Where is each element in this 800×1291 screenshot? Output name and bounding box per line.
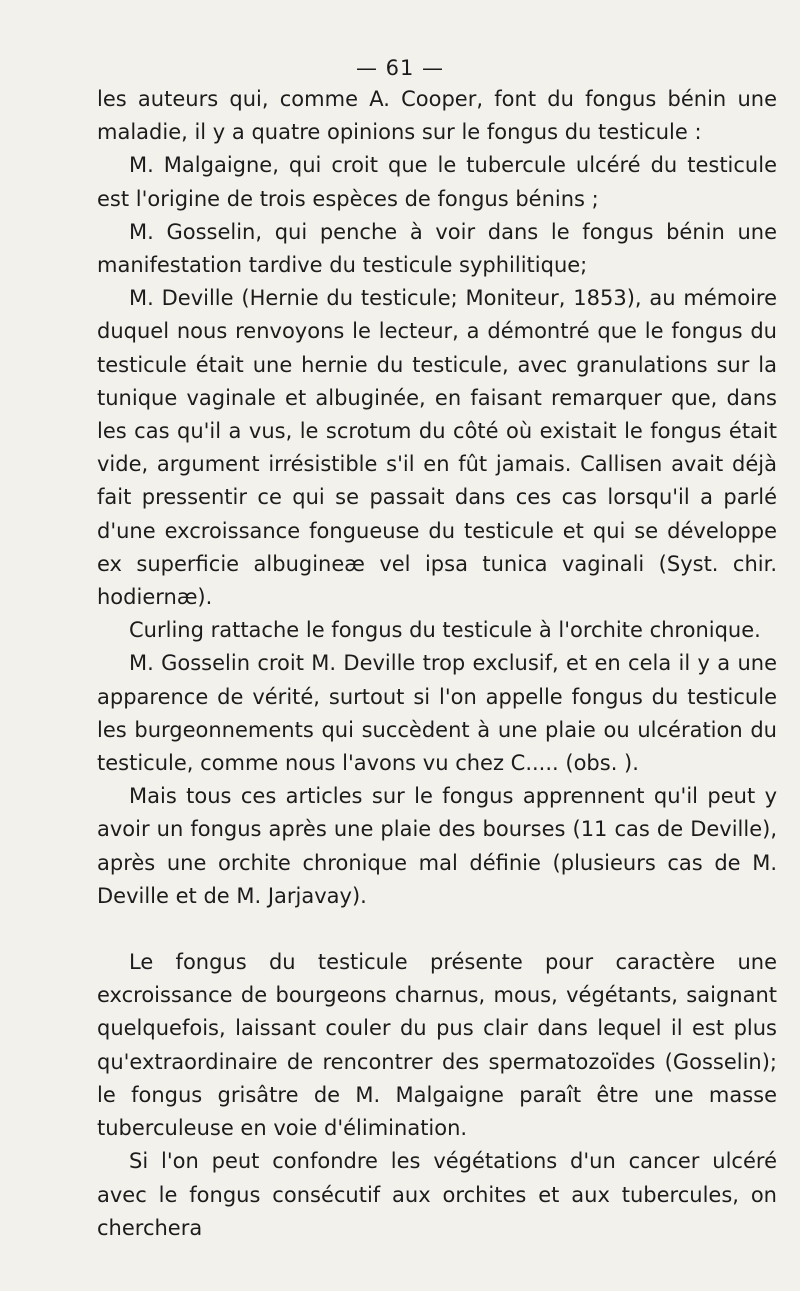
page-number: — 61 — (355, 56, 445, 80)
paragraph-3: M. Gosselin, qui penche à voir dans le fongus bénin une manifestation tardive du testicule syphilitique; (97, 219, 777, 278)
paragraph-9: Si l'on peut confondre les végétations d'un cancer ulcéré avec le fongus consécutif aux orchites et aux tubercules, on cherchera (97, 1149, 777, 1240)
body-text (97, 83, 777, 1245)
paragraph-7: Mais tous ces articles sur le fongus apprennent qu'il peut y avoir un fongus après une plaie des bourses (11 cas de Deville), après une orchite chronique mal définie (plusieurs cas de M. Deville et de M. Jarjavay). (97, 784, 777, 908)
paragraph-2: M. Malgaigne, qui croit que le tubercule ulcéré du testicule est l'origine de trois espèces de fongus bénins ; (97, 153, 777, 211)
paragraph-4: M. Deville (Hernie du testicule; Moniteur, 1853), au mémoire duquel nous renvoyons le lecteur, a démontré que le fongus du testicule était une hernie du testicule, avec granulations sur la tunique vaginale et albuginée, en faisant remarquer que, dans les cas qu'il a vus, le scrotum du côté où existait le fongus était vide, argument irrésistible s'il en fût jamais. Callisen avait déjà fait pressentir ce qui se passait dans ces cas lorsqu'il a parlé d'une excroissance fongueuse du testicule et qui se développe ex superficie albugineæ vel ipsa tunica vaginali (Syst. chir. hodiernæ). (97, 286, 777, 610)
paragraph-6: M. Gosselin croit M. Deville trop exclusif, et en cela il y a une apparence de vérité, surtout si l'on appelle fongus du testicule les burgeonnements qui succèdent à une plaie ou ulcération du testicule, comme nous l'avons vu chez C..... (obs. ). (97, 651, 777, 776)
paragraph-5: Curling rattache le fongus du testicule à l'orchite chronique. (129, 618, 761, 643)
paragraph-8: Le fongus du testicule présente pour caractère une excroissance de bourgeons charnus, mous, végétants, saignant quelquefois, laissant couler du pus clair dans lequel il est plus qu'extraordinaire de rencontrer des spermatozoïdes (Gosselin); le fongus grisâtre de M. Malgaigne paraît être une masse tuberculeuse en voie d'élimination. (97, 950, 777, 1141)
paragraph-1: les auteurs qui, comme A. Cooper, font du fongus bénin une maladie, il y a quatre opinions sur le fongus du testicule : (97, 87, 777, 145)
